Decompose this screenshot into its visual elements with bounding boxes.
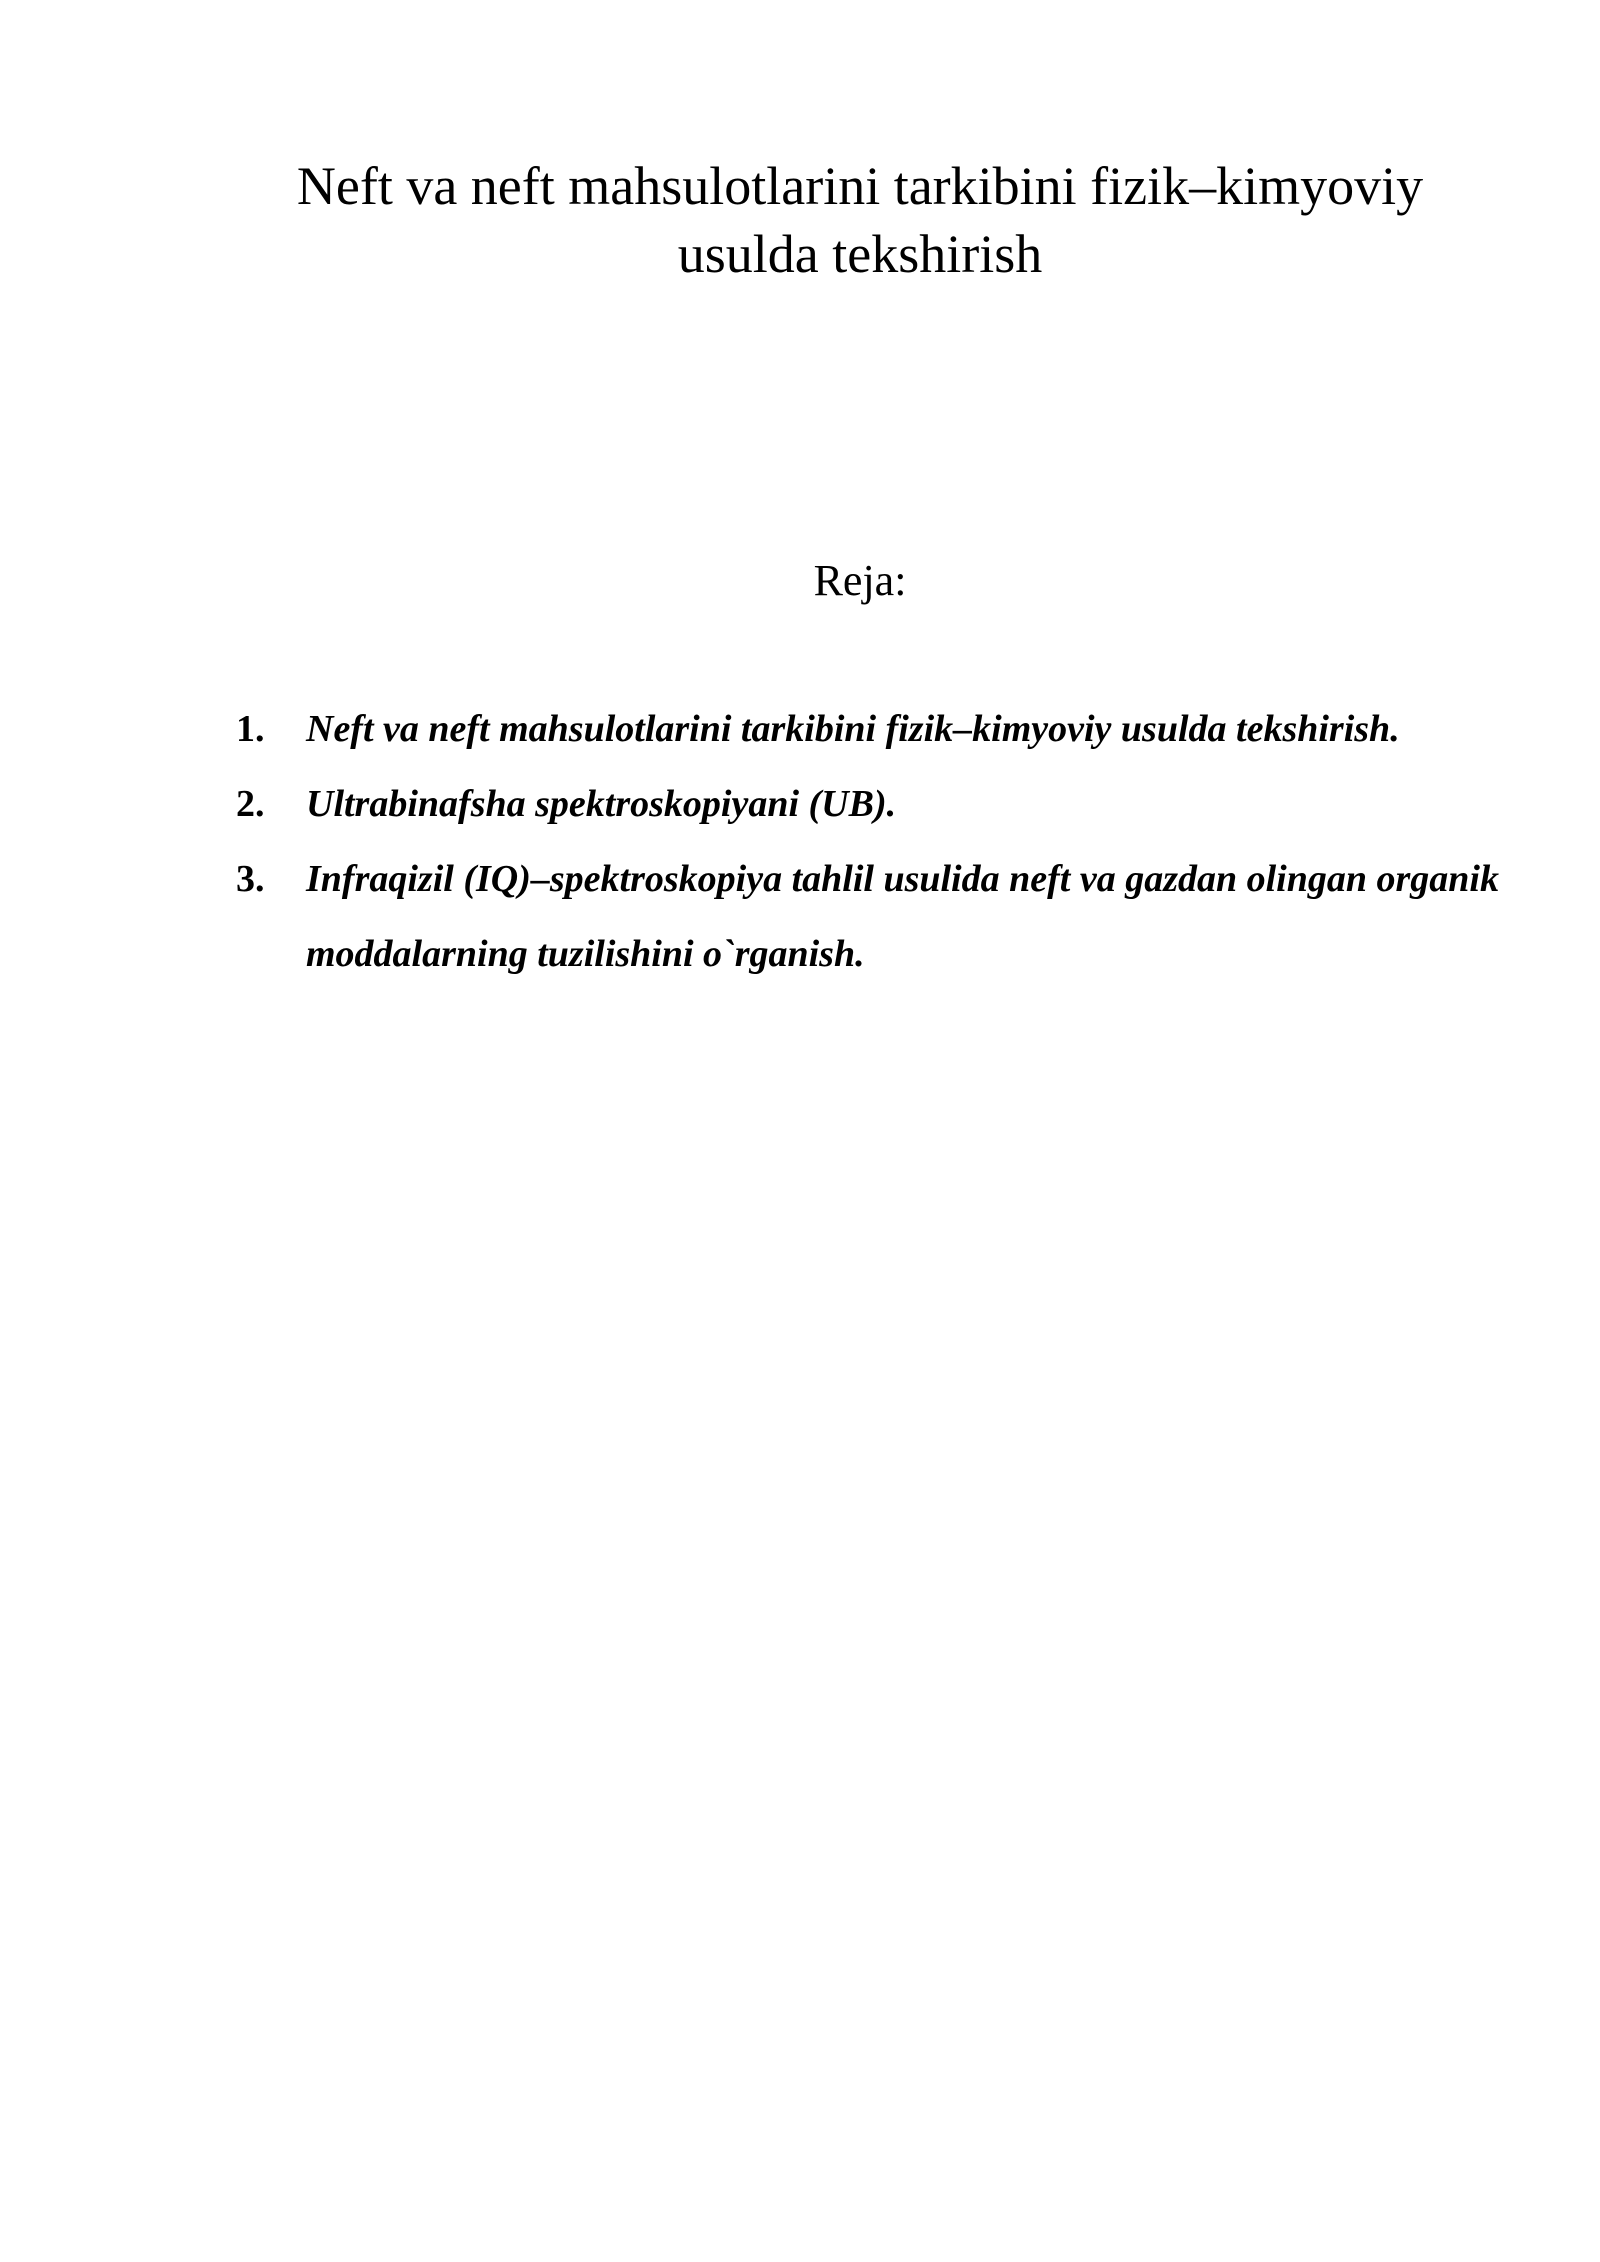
plan-item-text: Ultrabinafsha spektroskopiyani (UB). — [306, 783, 897, 825]
plan-heading: Reja: — [813, 556, 907, 605]
document-title — [230, 152, 1490, 288]
plan-item-number: 3. — [236, 858, 265, 900]
title-line-2: usulda tekshirish — [677, 224, 1043, 284]
title-line-1: Neft va neft mahsulotlarini tarkibini fizik–kimyoviy — [296, 156, 1424, 216]
plan-item-number: 1. — [236, 708, 265, 750]
plan-item-3 — [236, 842, 1526, 992]
plan-list — [236, 692, 1526, 992]
plan-item-number: 2. — [236, 783, 265, 825]
plan-item-text: Neft va neft mahsulotlarini tarkibini fizik–kimyoviy usulda tekshirish. — [306, 708, 1400, 750]
plan-item-text: Infraqizil (IQ)–spektroskopiya tahlil usulida neft va gazdan olingan organik moddalarning tuzilishini o`rganish. — [306, 858, 1499, 975]
plan-item-1 — [236, 692, 1526, 767]
plan-item-2 — [236, 767, 1526, 842]
